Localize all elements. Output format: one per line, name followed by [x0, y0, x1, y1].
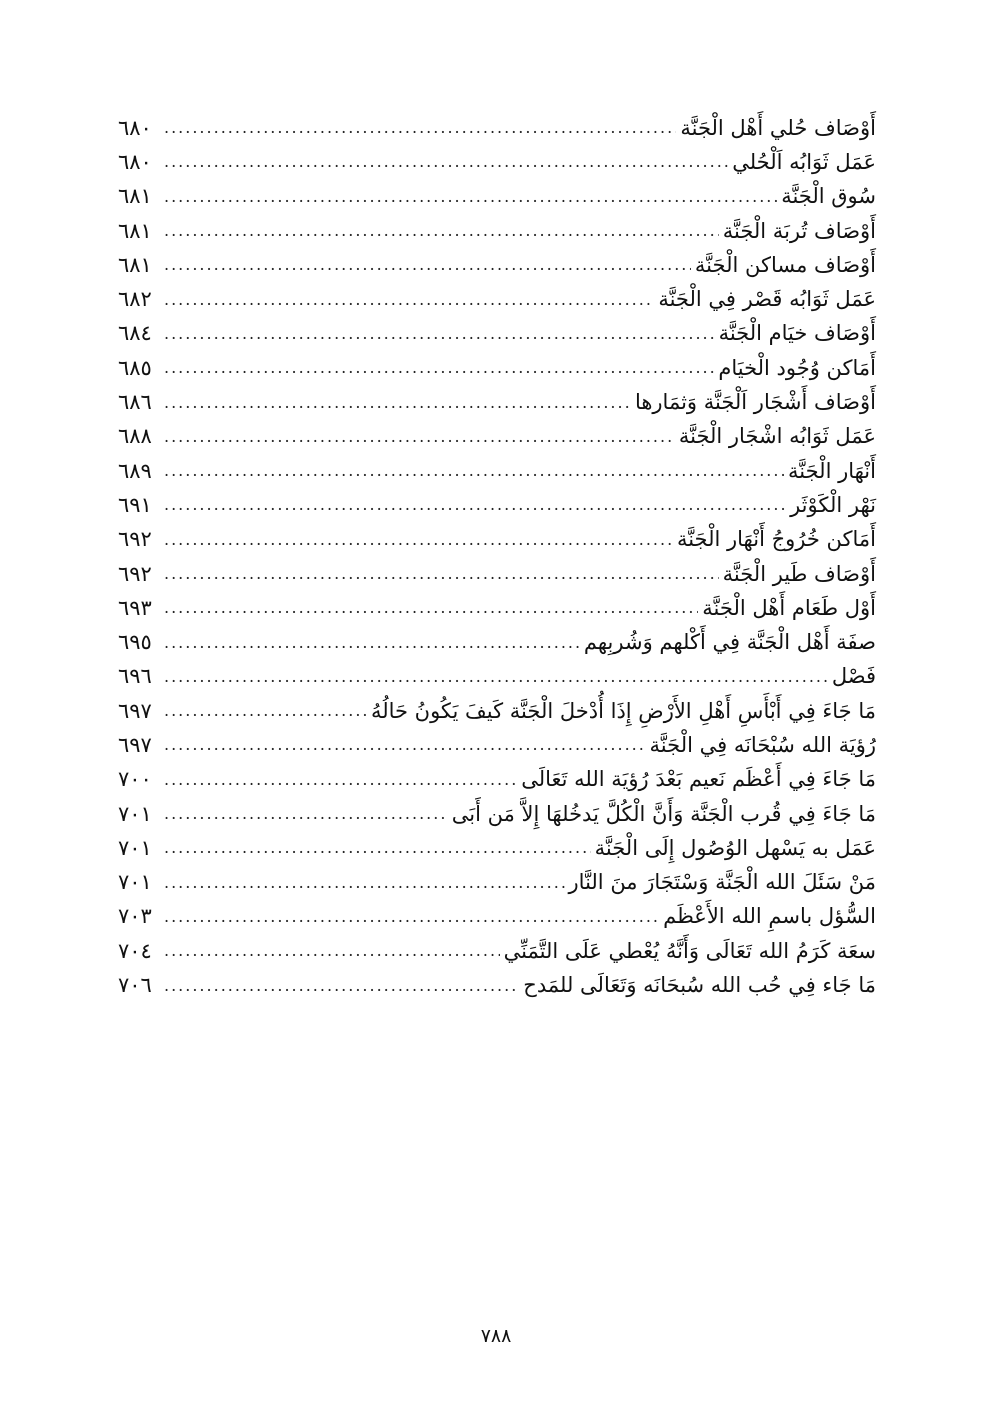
- toc-entry: [118, 866, 876, 900]
- toc-entry: [118, 591, 876, 625]
- toc-entry: [118, 763, 876, 797]
- toc-entry-page: ٧٠٣: [118, 904, 152, 929]
- toc-entry-title: السُّؤل باسمِ الله الأَعْظَم: [663, 904, 876, 929]
- dot-leader: [164, 292, 654, 308]
- toc-entry-title: مَا جَاء فِي حُب الله سُبحَانَه وَتَعَالَى للمَدح: [523, 973, 876, 998]
- toc-entry-page: ٦٨٤: [118, 321, 152, 346]
- toc-entry-page: ٧٠١: [118, 801, 152, 826]
- dot-leader: [164, 497, 786, 513]
- dot-leader: [164, 360, 714, 376]
- dot-leader: [164, 600, 698, 616]
- toc-entry-title: أَمَاكن خُرُوجُ أَنْهَار الْجَنَّة: [676, 527, 876, 552]
- toc-entry-page: ٦٩٥: [118, 630, 152, 655]
- toc-entry-page: ٧٠١: [118, 835, 152, 860]
- toc-entry-title: أَوْصَاف خيَام الْجَنَّة: [718, 321, 876, 346]
- toc-entry-title: عَمَل ثَوَابُه اَلْحُلي: [732, 149, 876, 174]
- dot-leader: [164, 189, 777, 205]
- toc-entry: [118, 111, 876, 145]
- toc-entry-page: ٦٨١: [118, 218, 152, 243]
- dot-leader: [164, 875, 565, 891]
- toc-entry-title: أَنْهَار الْجَنَّة: [788, 458, 876, 483]
- toc-entry-title: عَمَل ثَوَابُه قَصْر فِي الْجَنَّة: [658, 287, 876, 312]
- toc-entry: [118, 694, 876, 728]
- dot-leader: [164, 806, 448, 822]
- toc-entry: [118, 625, 876, 659]
- toc-entry-page: ٦٩٣: [118, 595, 152, 620]
- dot-leader: [164, 909, 659, 925]
- toc-entry-page: ٦٨١: [118, 184, 152, 209]
- toc-entry-title: عَمَل به يَسْهل الوُصُول إِلَى الْجَنَّة: [594, 835, 876, 860]
- toc-entry-title: أَوْصَاف طَير الْجَنَّة: [722, 561, 876, 586]
- dot-leader: [164, 943, 500, 959]
- toc-entry-title: أَمَاكن وُجُود الْخيَام: [718, 355, 876, 380]
- toc-entry-title: أَوْل طَعَام أَهْل الْجَنَّة: [702, 595, 876, 620]
- dot-leader: [164, 532, 673, 548]
- toc-entry: [118, 454, 876, 488]
- toc-entry-page: ٦٩٦: [118, 664, 152, 689]
- dot-leader: [164, 737, 646, 753]
- toc-entry-title: مَا جَاءَ فِي أَبْأَسِ أَهْلِ الأَرْضِ إِذَا أُدْخلَ الْجَنَّة كَيفَ يَكُونُ حَالُهُ: [370, 698, 876, 723]
- toc-entry-page: ٦٨٩: [118, 458, 152, 483]
- toc-entry-title: أَوْصَاف حُلي أَهْل الْجَنَّة: [680, 115, 876, 140]
- toc-entry: [118, 214, 876, 248]
- toc-entry: [118, 934, 876, 968]
- dot-leader: [164, 463, 784, 479]
- dot-leader: [164, 429, 675, 445]
- dot-leader: [164, 395, 631, 411]
- dot-leader: [164, 566, 719, 582]
- dot-leader: [164, 326, 715, 342]
- table-of-contents: [118, 111, 876, 1003]
- toc-entry: [118, 968, 876, 1002]
- toc-entry-page: ٧٠١: [118, 870, 152, 895]
- toc-entry-page: ٦٨٢: [118, 287, 152, 312]
- toc-entry: [118, 145, 876, 179]
- toc-entry-title: أَوْصَاف مساكن الْجَنَّة: [694, 252, 876, 277]
- toc-entry-page: ٧٠٠: [118, 767, 152, 792]
- dot-leader: [164, 772, 517, 788]
- toc-entry-title: مَنْ سَئَلَ الله الْجَنَّة وَسْتَجَارَ منَ النَّار: [568, 870, 876, 895]
- toc-entry: [118, 831, 876, 865]
- toc-entry-title: سعَة كَرَمُ الله تَعَالَى وَأَنَّهُ يُعْطي عَلَى التَّمَنِّي: [503, 938, 876, 963]
- toc-entry-page: ٧٠٤: [118, 938, 152, 963]
- dot-leader: [164, 257, 691, 273]
- toc-entry-page: ٦٨١: [118, 252, 152, 277]
- toc-entry-page: ٦٩٢: [118, 527, 152, 552]
- toc-entry-page: ٦٩٢: [118, 561, 152, 586]
- dot-leader: [164, 703, 367, 719]
- toc-entry: [118, 660, 876, 694]
- dot-leader: [164, 223, 719, 239]
- toc-entry-title: أَوْصَاف أَشْجَار اَلْجَنَّة وَثمَارها: [634, 390, 876, 415]
- toc-entry: [118, 523, 876, 557]
- toc-entry-page: ٦٨٦: [118, 390, 152, 415]
- toc-entry: [118, 557, 876, 591]
- toc-entry-page: ٦٨٨: [118, 424, 152, 449]
- toc-entry: [118, 728, 876, 762]
- toc-entry: [118, 797, 876, 831]
- toc-entry-page: ٦٨٠: [118, 115, 152, 140]
- toc-entry: [118, 900, 876, 934]
- toc-entry: [118, 180, 876, 214]
- dot-leader: [164, 840, 591, 856]
- toc-entry-title: صفَة أَهْل الْجَنَّة فِي أَكْلهم وَشُربِهم: [583, 630, 876, 655]
- dot-leader: [164, 120, 676, 136]
- toc-entry-title: عَمَل ثَوَابُه اشْجَار الْجَنَّة: [678, 424, 876, 449]
- toc-entry: [118, 248, 876, 282]
- toc-entry: [118, 317, 876, 351]
- dot-leader: [164, 154, 728, 170]
- toc-entry-page: ٦٨٠: [118, 149, 152, 174]
- dot-leader: [164, 669, 828, 685]
- dot-leader: [164, 978, 519, 994]
- toc-entry-page: ٦٩٧: [118, 732, 152, 757]
- toc-entry: [118, 488, 876, 522]
- toc-entry-page: ٦٩١: [118, 492, 152, 517]
- toc-entry-title: مَا جَاءَ فِي أَعْظَم نَعيم بَعْدَ رُؤيَة الله تَعَالَى: [521, 767, 876, 792]
- toc-entry-title: فَصْل: [831, 664, 876, 689]
- toc-entry: [118, 385, 876, 419]
- toc-entry: [118, 351, 876, 385]
- toc-entry-title: نَهْر الْكَوْثَر: [790, 492, 876, 517]
- toc-entry-page: ٧٠٦: [118, 973, 152, 998]
- toc-entry-page: ٦٨٥: [118, 355, 152, 380]
- dot-leader: [164, 635, 580, 651]
- toc-entry-title: رُؤيَة الله سُبْحَانَه فِي الْجَنَّة: [649, 732, 876, 757]
- page-number: ٧٨٨: [480, 1325, 512, 1347]
- toc-entry-title: مَا جَاءَ فِي قُرب الْجَنَّة وَأَنَّ الْكُلَّ يَدخُلهَا إِلاَّ مَن أَبَى: [451, 801, 876, 826]
- toc-entry: [118, 420, 876, 454]
- toc-entry-title: أَوْصَاف تُربَة الْجَنَّة: [722, 218, 876, 243]
- toc-entry: [118, 282, 876, 316]
- toc-entry-title: سُوق الْجَنَّة: [781, 184, 876, 209]
- toc-entry-page: ٦٩٧: [118, 698, 152, 723]
